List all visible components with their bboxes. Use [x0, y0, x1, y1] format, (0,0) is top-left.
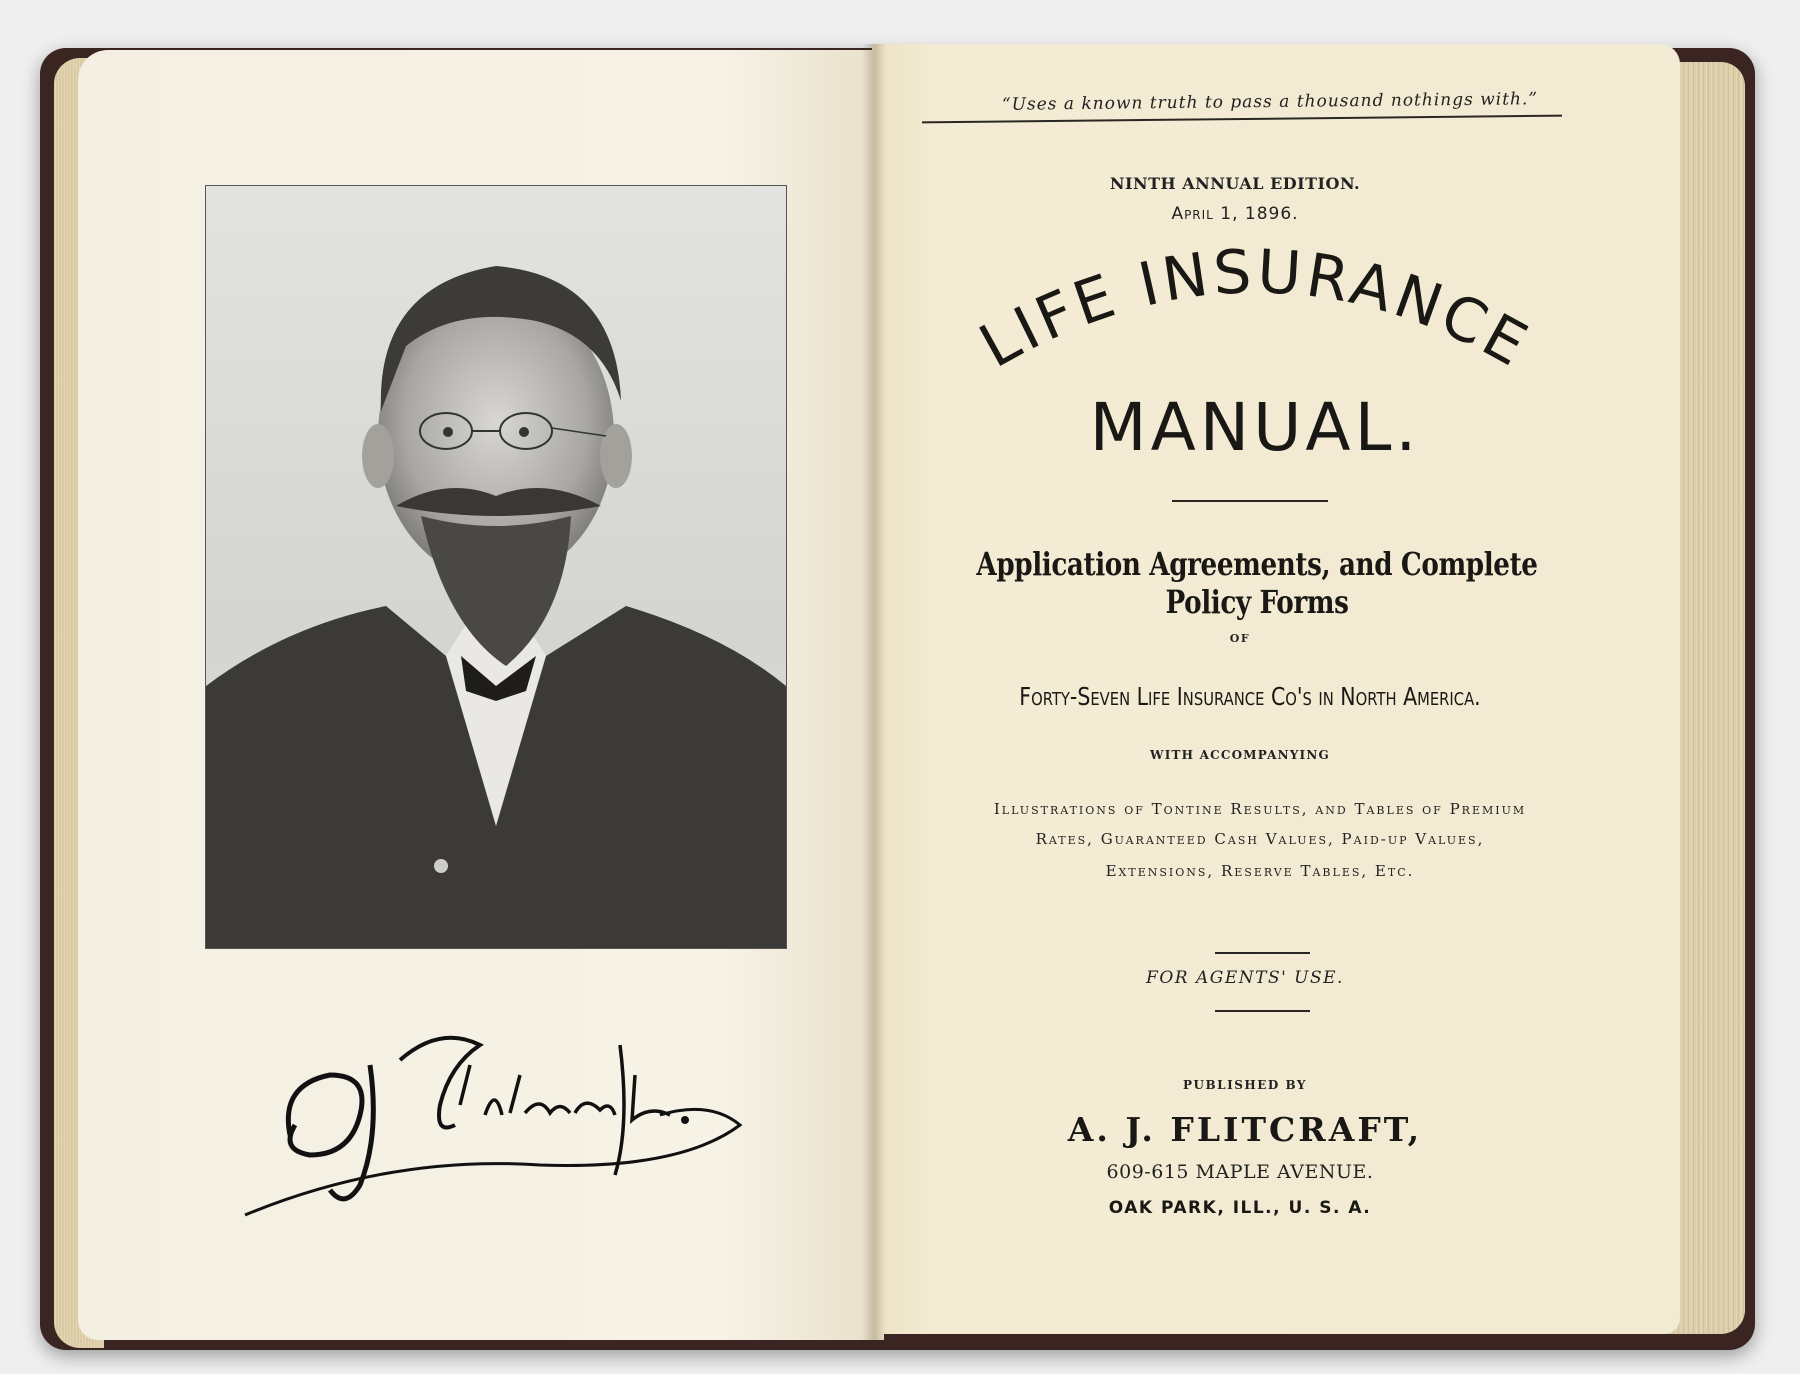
companies-line: Forty-Seven Life Insurance Co's in North America.: [1019, 682, 1481, 711]
portrait-photo: [205, 185, 787, 949]
publisher-name: A. J. FLITCRAFT,: [1067, 1110, 1423, 1149]
svg-text:LIFE INSURANCE: [969, 240, 1542, 382]
illustrations-line-2: Rates, Guaranteed Cash Values, Paid-up Values,: [1035, 830, 1485, 848]
divider-rule-3: [1215, 1010, 1310, 1012]
title-line-1: LIFE INSURANCE: [968, 240, 1542, 382]
illustrations-line-3: Extensions, Reserve Tables, Etc.: [1105, 862, 1415, 880]
page-title: [910, 240, 1600, 470]
author-signature: [240, 1005, 760, 1225]
divider-rule-2: [1215, 952, 1310, 954]
publisher-address: 609-615 MAPLE AVENUE.: [1106, 1161, 1374, 1183]
subtitle: Application Agreements, and Complete Policy Forms: [976, 545, 1538, 621]
published-by-label: PUBLISHED BY: [1183, 1078, 1307, 1092]
title-line-2: MANUAL.: [1089, 389, 1421, 466]
divider-rule-1: [1172, 500, 1328, 502]
ghost-show-through-1: [1090, 652, 1095, 671]
illustrations-line-1: Illustrations of Tontine Results, and Tables of Premium: [993, 800, 1527, 818]
of-label: OF: [1229, 632, 1251, 645]
book-gutter: [862, 44, 886, 1340]
agents-use-label: FOR AGENTS' USE.: [1146, 968, 1344, 988]
edition-date: April 1, 1896.: [1171, 204, 1299, 224]
motto-quote: “Uses a known truth to pass a thousand nothings with.”: [1001, 89, 1539, 115]
with-accompanying-label: WITH ACCOMPANYING: [1150, 748, 1330, 762]
publisher-city: OAK PARK, ILL., U. S. A.: [1108, 1198, 1372, 1218]
edition-label: NINTH ANNUAL EDITION.: [1109, 174, 1361, 193]
